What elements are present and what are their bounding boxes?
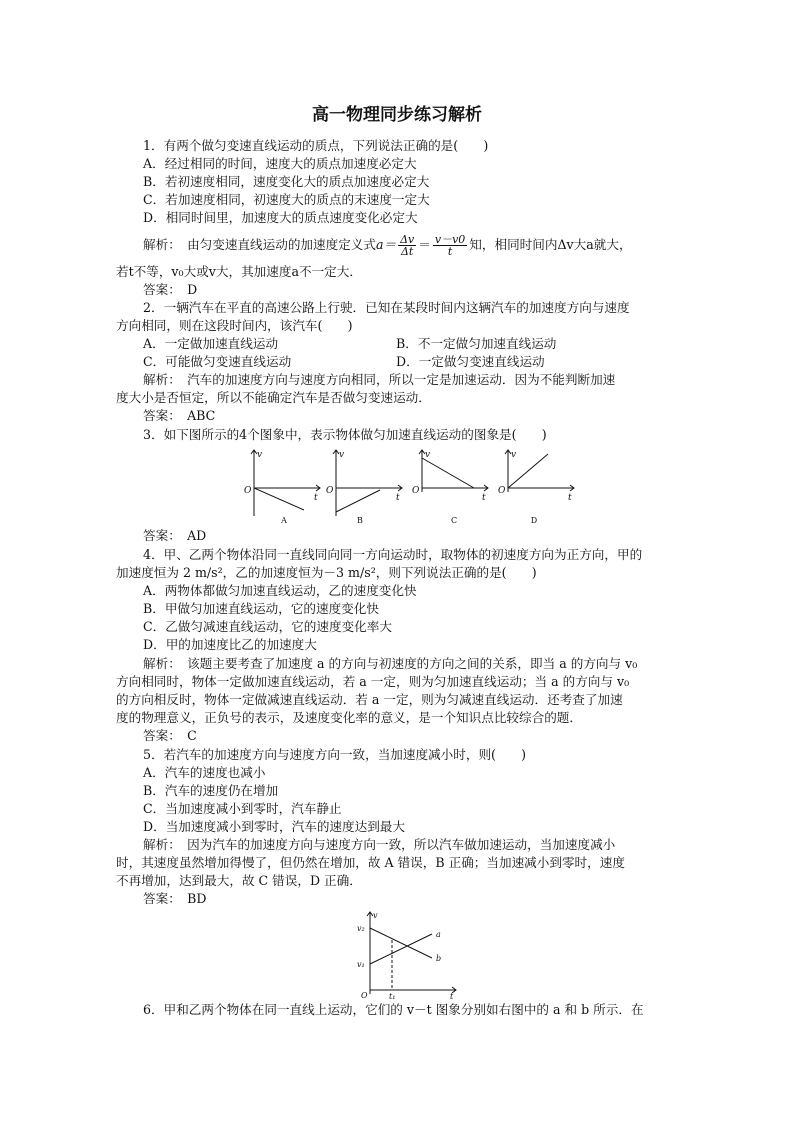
graph-c-v-label: v [425,450,431,460]
q5-option-c: C．当加速度减小到零时，汽车静止 [143,801,342,816]
q5-explanation-line1: 解析： 因为汽车的加速度方向与速度方向一致，所以汽车做加速运动，当加速度减小 [143,837,616,852]
graph-b-origin: O [326,486,334,496]
q4-stem-line1: 4．甲、乙两个物体沿同一直线同向同一方向运动时，取物体的初速度方向为正方向，甲的 [143,547,643,562]
q6-origin: O [361,991,368,1000]
q5-option-a: A．汽车的速度也减小 [143,765,266,780]
q5-explanation-line3: 不再增加，达到最大，故 C 错误，D 正确． [116,873,362,888]
q3-stem: 3．如下图所示的4个图象中，表示物体做匀加速直线运动的图象是( ) [143,427,547,442]
q1-option-a: A．经过相同的时间，速度大的质点加速度必定大 [143,156,417,171]
graph-d-t-label: t [568,493,572,503]
q4-answer: 答案： C [143,728,197,743]
q2-stem-line2: 方向相同，则在这段时间内，该汽车( ) [116,318,353,333]
q6-t1-label: t₁ [389,992,396,1000]
graph-a-v-label: v [257,450,263,460]
q2-option-a: A．一定做加速直线运动 [143,336,279,351]
graph-b-caption: B [357,516,363,525]
q1-frac2-num: v－v0 [434,233,466,246]
q5-option-b: B．汽车的速度仍在增加 [143,783,279,798]
q2-option-b: B．不一定做匀加速直线运动 [396,336,557,351]
q6-a-label: a [436,930,441,939]
q4-explanation-line3: 的方向相反时，物体一定做减速直线运动．若 a 一定，则为匀减速直线运动．还考查了加速 [116,692,623,707]
graph-a-t-label: t [314,493,318,503]
q2-option-c: C．可能做匀变速直线运动 [143,354,292,369]
q1-fraction-2 [433,234,467,257]
q2-explanation-line1: 解析： 汽车的加速度方向与速度方向相同，所以一定是加速运动．因为不能判断加速 [143,372,616,387]
q6-vt-graph [352,908,462,1000]
q6-b-label: b [436,954,442,963]
graph-b-line [336,490,380,512]
graph-a-caption: A [281,516,287,525]
graph-d-v-label: v [511,450,517,460]
q5-answer: 答案： BD [143,891,207,906]
q5-option-d: D．当加速度减小到零时，汽车的速度达到最大 [143,819,405,834]
q6-v2-label: v₂ [357,924,365,933]
q1-formula-lhs: a＝ [375,237,397,252]
graph-c-origin: O [412,486,420,496]
q1-stem: 1．有两个做匀变速直线运动的质点，下列说法正确的是( ) [143,138,489,153]
graph-a-origin: O [244,486,252,496]
q6-stem: 6．甲和乙两个物体在同一直线上运动，它们的 v－t 图象分别如右图中的 a 和 b 所示．在 [143,1002,644,1017]
q4-explanation-line4: 度的物理意义，正负号的表示，及速度变化率的意义，是一个知识点比较综合的题． [116,710,582,725]
q2-answer: 答案： ABC [143,408,216,423]
q1-exp-pre: 解析： 由匀变速直线运动的加速度定义式 [143,237,376,252]
q1-answer: 答案： D [143,282,198,297]
q3-answer: 答案： AD [143,528,207,543]
q1-explanation-line1 [143,234,632,257]
q4-option-d: D．甲的加速度比乙的加速度大 [143,637,317,652]
q1-exp-post: 知，相同时间内Δv大a就大， [469,237,632,252]
q1-option-d: D．相同时间里，加速度大的质点速度变化必定大 [143,210,418,225]
q2-stem-line1: 2．一辆汽车在平直的高速公路上行驶．已知在某段时间内这辆汽车的加速度方向与速度 [143,300,630,315]
q4-explanation-line1: 解析： 该题主要考查了加速度 a 的方向与初速度的方向之间的关系，即当 a 的方向与 v₀ [143,656,638,671]
q1-frac1-num: Δv [400,233,415,246]
graph-c-line [422,458,474,488]
q5-explanation-line2: 时，其速度虽然增加得慢了，但仍然在增加，故 A 错误，B 正确；当加速减小到零时，速度 [116,855,625,870]
q2-option-d: D．一定做匀变速直线运动 [396,354,545,369]
q4-option-b: B．甲做匀加速直线运动，它的速度变化快 [143,601,379,616]
q6-line-b [370,928,432,958]
graph-a-line [254,488,304,510]
q1-frac1-den: Δt [400,245,414,258]
graph-d-caption: D [530,516,538,525]
q4-explanation-line2: 方向相同时，物体一定做加速直线运动，若 a 一定，则为匀加速直线运动；当 a 的方向与 v₀ [116,674,630,689]
q2-explanation-line2: 度大小是否恒定，所以不能确定汽车是否做匀变速运动． [116,390,431,405]
q1-option-b: B．若初速度相同，速度变化大的质点加速度必定大 [143,174,430,189]
q4-option-a: A．两物体都做匀加速直线运动，乙的速度变化快 [143,583,417,598]
graph-b-v-label: v [339,450,345,460]
graph-b-t-label: t [396,493,400,503]
q5-stem: 5．若汽车的加速度方向与速度方向一致，当加速度减小时，则( ) [143,747,527,762]
page-title: 高一物理同步练习解析 [312,105,482,125]
graph-c-caption: C [450,516,458,525]
q4-option-c: C．乙做匀减速直线运动，它的速度变化率大 [143,619,392,634]
q1-fraction-1 [398,234,416,257]
q6-v-label: v [373,911,378,920]
q3-graphs [236,446,586,530]
q1-option-c: C．若加速度相同，初速度大的质点的末速度一定大 [143,192,430,207]
q6-v1-label: v₁ [357,960,365,969]
q1-frac2-den: t [447,245,453,258]
graph-d-origin: O [498,486,506,496]
q1-equals: ＝ [418,237,431,252]
q4-stem-line2: 加速度恒为 2 m/s²，乙的加速度恒为－3 m/s²，则下列说法正确的是( ) [116,565,537,580]
graph-c-t-label: t [482,493,486,503]
q6-t-label: t [450,992,454,1000]
q6-line-a [370,934,432,964]
q1-explanation-line2: 若t不等，v₀大或v大，其加速度a不一定大． [116,264,362,279]
